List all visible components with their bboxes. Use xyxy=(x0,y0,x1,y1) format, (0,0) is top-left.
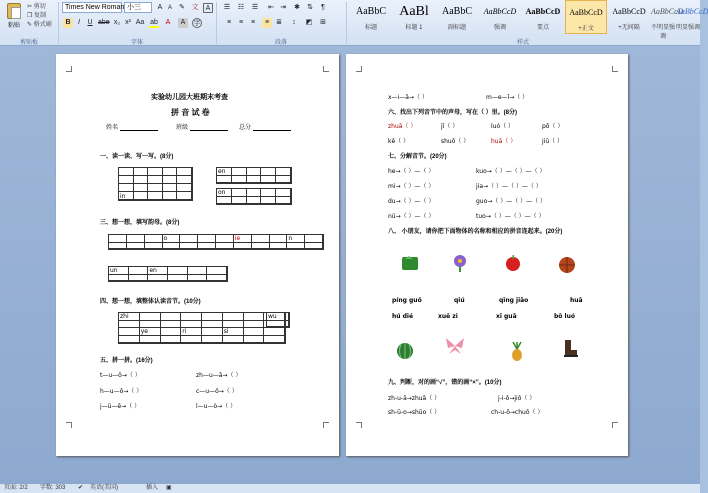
language-indicator[interactable]: 英语(美国) xyxy=(90,485,118,491)
font-size-combo[interactable]: 小三 xyxy=(124,2,152,13)
crop-mark xyxy=(612,66,618,72)
score-label: 总分 xyxy=(239,125,252,131)
judge-item: ch-u-ō→chuō（ ） xyxy=(491,409,544,416)
section-3-heading: 三、想一想，填写韵母。(8分) xyxy=(100,220,180,226)
pineapple-image xyxy=(509,342,525,362)
grid-cell: on xyxy=(217,189,232,197)
style-normal[interactable]: AaBbCcD +正文 xyxy=(565,0,607,34)
class-blank[interactable] xyxy=(190,130,228,131)
underline-icon[interactable]: U xyxy=(87,19,93,26)
syllable-split: he→（ ）—（ ） xyxy=(388,168,435,175)
initial-exercise: zhuā（ ） xyxy=(388,123,417,130)
crop-mark xyxy=(356,66,362,72)
syllable-split: kuo→（ ）—（ ）—（ ） xyxy=(476,168,546,175)
section-4-heading: 四、想一想，填整体认读音节。(10分) xyxy=(100,299,201,305)
pinyin-exercise: c—u—ǒ→（ ） xyxy=(196,388,238,395)
grid-cell: si xyxy=(223,328,244,336)
grid-cell: ie xyxy=(234,235,252,243)
clipboard-icon xyxy=(7,3,21,19)
syllable-split: jia→（ ）—（ ）—（ ） xyxy=(476,183,542,190)
syllable-split: du→（ ）—（ ） xyxy=(388,198,435,205)
class-label: 班级 xyxy=(176,125,189,131)
pinyin-exercise: h—u—ǒ→（ ） xyxy=(100,388,143,395)
fill-grid xyxy=(108,234,324,250)
crop-mark xyxy=(66,422,72,428)
grid-cell: en xyxy=(148,267,168,275)
copy-button[interactable]: ❐ 复制 xyxy=(27,13,47,19)
font-name-combo[interactable]: Times New Roman xyxy=(62,2,122,13)
grid-cell: ri xyxy=(181,328,202,336)
pinyin-word: qiú xyxy=(454,297,465,304)
name-label: 姓名 xyxy=(106,125,119,131)
bullets-icon[interactable]: ☰ xyxy=(223,4,231,11)
char-shading-icon[interactable]: A xyxy=(178,18,188,28)
crop-mark xyxy=(323,66,329,72)
section-7-heading: 七、分解音节。(20分) xyxy=(388,154,447,160)
align-center-icon[interactable]: ≡ xyxy=(238,19,244,26)
line-spacing-icon[interactable]: ↕ xyxy=(292,19,296,26)
grid-cell: ye xyxy=(140,328,161,336)
syllable-split: guo→（ ）—（ ）—（ ） xyxy=(476,198,547,205)
pinyin-word: xī guā xyxy=(496,313,517,320)
align-right-icon[interactable]: ≡ xyxy=(250,19,256,26)
char-border-icon[interactable]: A xyxy=(203,3,213,13)
initial-exercise: kē（ ） xyxy=(388,138,410,145)
cut-button[interactable]: ✂ 剪切 xyxy=(27,4,46,10)
section-8-heading: 八、 小朋友，请你把下面物体的名称和相应的拼音连起来。(20分) xyxy=(388,229,563,235)
page-counter[interactable]: 页面: 2/2 xyxy=(4,485,28,491)
paragraph-group-label: 段落 xyxy=(274,40,287,46)
pinyin-word: hú dié xyxy=(392,313,414,320)
strikethrough-icon[interactable]: abe xyxy=(98,19,110,26)
pinyin-exercise: m—e—ǐ→（ ） xyxy=(486,94,529,101)
boots-image xyxy=(562,338,580,358)
fill-grid xyxy=(266,312,290,328)
decrease-indent-icon[interactable]: ⇤ xyxy=(268,4,274,11)
initial-exercise: luó（ ） xyxy=(491,123,515,130)
style-title[interactable]: AaBbC 标题 xyxy=(356,6,386,31)
initial-exercise: jǐ（ ） xyxy=(441,123,459,130)
grid-cell: en xyxy=(217,168,232,176)
word-count[interactable]: 字数: 303 xyxy=(40,485,66,491)
pinyin-word: huā xyxy=(570,297,583,304)
show-marks-icon[interactable]: ¶ xyxy=(321,4,325,11)
section-9-heading: 九、判断，对的画“√”，错的画“×”。(10分) xyxy=(388,380,502,386)
pinyin-word: bō luó xyxy=(554,313,575,320)
sort-icon[interactable]: ⇅ xyxy=(307,4,313,11)
section-6-heading: 六、找出下列音节中的声母，写在（ ）里。(8分) xyxy=(388,110,518,116)
syllable-split: nü→（ ）—（ ） xyxy=(388,213,435,220)
butterfly-image xyxy=(444,336,466,356)
paste-label: 粘贴 xyxy=(7,23,20,29)
chinese-layout-icon[interactable]: ✱ xyxy=(294,4,300,11)
align-left-icon[interactable]: ≡ xyxy=(226,19,232,26)
shading-icon[interactable]: ◩ xyxy=(305,19,313,26)
style-emphasis[interactable]: AaBbCcD 强调 xyxy=(483,7,517,31)
crop-mark xyxy=(323,422,329,428)
style-no-spacing[interactable]: AaBbCcD +无间隔 xyxy=(612,7,646,31)
style-strong[interactable]: AaBbCcD 要点 xyxy=(525,7,561,31)
subscript-icon[interactable]: x₂ xyxy=(113,19,121,26)
writing-grid xyxy=(118,167,193,201)
apple-image xyxy=(504,254,522,272)
font-group-label: 字体 xyxy=(130,40,143,46)
borders-icon[interactable]: ⊞ xyxy=(320,19,326,26)
crop-mark xyxy=(66,66,72,72)
watermelon-image xyxy=(396,342,414,360)
clear-format-icon[interactable]: ✎ xyxy=(179,4,185,11)
numbering-icon[interactable]: ☷ xyxy=(237,4,245,11)
pinyin-word: xuě zi xyxy=(438,313,458,320)
superscript-icon[interactable]: x² xyxy=(125,19,131,26)
pinyin-exercise: j—ü—ē→（ ） xyxy=(100,403,141,410)
page-2[interactable] xyxy=(346,54,628,456)
name-blank[interactable] xyxy=(120,130,158,131)
italic-icon[interactable]: I xyxy=(78,19,80,26)
styles-group-label: 样式 xyxy=(516,40,529,46)
format-painter-button[interactable]: ✎ 格式刷 xyxy=(27,22,52,28)
pinyin-word: píng guǒ xyxy=(392,297,422,304)
judge-item: j-i-ǒ→jiǒ（ ） xyxy=(498,395,536,402)
crop-mark xyxy=(356,422,362,428)
bold-icon[interactable]: B xyxy=(63,18,73,28)
ball-image xyxy=(558,256,576,274)
exam-title: 实验幼儿园大班期末考查 xyxy=(151,94,228,101)
style-intense-emphasis[interactable]: AaBbCcD 明显强调 xyxy=(676,7,708,31)
exam-subtitle: 拼 音 试 卷 xyxy=(171,108,210,117)
grow-font-icon[interactable]: A xyxy=(157,4,163,11)
phonetic-guide-icon[interactable]: 文 xyxy=(191,4,199,11)
pinyin-word: qīng jiāo xyxy=(499,297,529,304)
pinyin-exercise: l—u—ò→（ ） xyxy=(196,403,237,410)
initial-exercise: huā（ ） xyxy=(491,138,517,145)
syllable-split: mi→（ ）—（ ） xyxy=(388,183,435,190)
pinyin-exercise: zh—u—ā→（ ） xyxy=(196,372,242,379)
grid-cell: o xyxy=(163,235,181,243)
clipboard-group-label: 剪贴板 xyxy=(19,40,38,46)
style-subtitle[interactable]: AaBbC 副标题 xyxy=(442,6,472,31)
flower-image xyxy=(451,254,469,272)
judge-item: sh-ū-o→shūo（ ） xyxy=(388,409,441,416)
font-color-icon[interactable]: A xyxy=(165,19,171,26)
spell-check-icon[interactable]: ✔ xyxy=(78,485,84,491)
multilevel-list-icon[interactable]: ☰ xyxy=(251,4,259,11)
increase-indent-icon[interactable]: ⇥ xyxy=(280,4,286,11)
grid-cell: in xyxy=(120,193,126,200)
judge-item: zh-u-ā→zhuā（ ） xyxy=(388,395,441,402)
shrink-font-icon[interactable]: A xyxy=(167,5,172,11)
vegetable-image xyxy=(401,254,419,272)
grid-cell: wu xyxy=(267,313,289,321)
pinyin-exercise: x—i—ā→（ ） xyxy=(388,94,428,101)
initial-exercise: jiū（ ） xyxy=(542,138,564,145)
status-bar xyxy=(0,483,700,493)
grid-cell: un xyxy=(109,267,129,275)
fill-grid xyxy=(108,266,228,282)
style-subtle-emphasis[interactable]: AaBbCcD 不明显强调 xyxy=(651,7,684,40)
section-1-heading: 一、读一读、写一写。(8分) xyxy=(100,154,174,160)
writing-grid xyxy=(216,167,292,184)
justify-icon[interactable]: ≡ xyxy=(262,18,272,28)
paste-button[interactable] xyxy=(2,1,26,35)
macro-icon[interactable]: ▣ xyxy=(166,485,172,491)
initial-exercise: shuō（ ） xyxy=(441,138,470,145)
section-5-heading: 五、拼一拼。(16分) xyxy=(100,358,153,364)
grid-cell: n xyxy=(287,235,305,243)
grid-cell: zhi xyxy=(119,313,140,321)
initial-exercise: pō（ ） xyxy=(542,123,564,130)
change-case-icon[interactable]: Aa xyxy=(135,19,145,26)
highlight-icon[interactable]: ab xyxy=(150,19,158,26)
page-1[interactable] xyxy=(56,54,339,456)
writing-grid xyxy=(216,188,292,205)
style-heading1[interactable]: AaBl 标题 1 xyxy=(399,4,429,31)
pinyin-exercise: t—u—ǒ→（ ） xyxy=(100,372,141,379)
ribbon xyxy=(0,0,708,46)
distributed-icon[interactable]: ≣ xyxy=(276,19,282,26)
insert-mode[interactable]: 插入 xyxy=(146,485,159,491)
enclose-char-icon[interactable]: 字 xyxy=(193,20,201,27)
syllable-split: tuo→（ ）—（ ）—（ ） xyxy=(476,213,545,220)
fill-grid xyxy=(118,312,286,344)
crop-mark xyxy=(612,422,618,428)
score-blank[interactable] xyxy=(253,130,291,131)
